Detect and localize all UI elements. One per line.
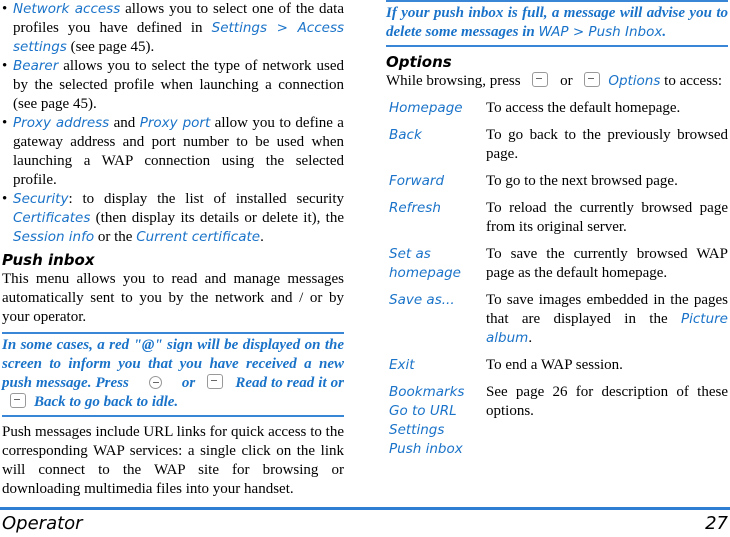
term-certificates: Certificates [13, 210, 91, 226]
term-access-settings: Access settings [13, 20, 345, 55]
text: allows you to select the type of network used by the selected profile when launching a connection (see page 45). [13, 58, 344, 112]
option-term: Homepage [389, 100, 463, 116]
option-desc [486, 291, 728, 356]
push-inbox-heading: Push inbox [2, 251, 95, 269]
term-push-inbox: Push inbox [389, 441, 463, 457]
left-softkey-icon [207, 374, 223, 389]
options-heading: Options [386, 53, 452, 71]
option-row [386, 126, 728, 172]
option-term: Forward [389, 173, 445, 189]
picture-album-term: Picture album [486, 311, 728, 346]
option-term: Save as... [389, 292, 455, 308]
right-softkey-icon [10, 393, 26, 408]
option-desc: To access the default homepage. [486, 100, 681, 116]
option-term-group [386, 383, 486, 467]
full-inbox-note [386, 0, 728, 47]
term-bookmarks: Bookmarks [389, 384, 465, 400]
text: to access: [660, 73, 723, 89]
options-intro [386, 72, 728, 91]
option-row [386, 383, 728, 467]
text: allows you to select one of the data profiles you have defined in [13, 1, 344, 36]
right-column [386, 0, 728, 467]
text: (see page 45). [66, 39, 155, 55]
ok-key-icon [149, 376, 162, 389]
push-links-paragraph: Push messages include URL links for quick access to the corresponding WAP services: a single click on the link will connect to the WAP site for browsing or downloading multimedia files into your handset. [2, 424, 344, 497]
left-softkey-icon [584, 72, 600, 87]
text: While browsing, press [386, 73, 525, 89]
option-term: Back [389, 127, 422, 143]
text: Back to go back to idle. [34, 394, 179, 410]
separator: > [267, 20, 298, 36]
bullet-proxy: • Proxy address and Proxy port allow you to define a gateway address and port number to be used when launching a WAP connection using the selected profile. [2, 115, 344, 188]
text: To save images embedded in the pages that are displayed in the [486, 292, 728, 327]
text: Read to read it or [231, 375, 345, 391]
left-column [2, 0, 344, 499]
term-bearer: Bearer [13, 58, 59, 74]
text: : to display the list of installed security [68, 191, 344, 207]
page-number: 27 [705, 513, 728, 534]
push-inbox-paragraph: This menu allows you to read and manage messages automatically sent to you by the network and / or by your operator. [2, 271, 344, 325]
term-proxy-address: Proxy address [13, 115, 110, 131]
option-desc: To go to the next browsed page. [486, 173, 678, 189]
page-footer [0, 507, 730, 537]
option-term: Set as homepage [389, 246, 461, 281]
term-settings: Settings [211, 20, 268, 36]
term-proxy-port: Proxy port [139, 115, 211, 131]
text: If your push inbox is full, a message will advise you to delete some messages in [386, 5, 728, 40]
option-row [386, 356, 728, 383]
option-desc: See page 26 for description of these options. [486, 384, 728, 419]
term-settings: Settings [389, 422, 445, 438]
options-table [386, 99, 728, 467]
text: . [528, 330, 533, 346]
term-session-info: Session info [13, 229, 95, 245]
text: . [662, 24, 667, 40]
option-row [386, 99, 728, 126]
text: or [556, 73, 577, 89]
text: and [109, 115, 140, 131]
option-row [386, 245, 728, 291]
up-key-icon [532, 72, 548, 87]
option-term: Refresh [389, 200, 441, 216]
option-row [386, 172, 728, 199]
option-row [386, 199, 728, 245]
text: or [177, 375, 200, 391]
term-network-access: Network access [13, 1, 121, 17]
push-note [2, 332, 344, 417]
text: (then display its details or delete it), the [90, 210, 344, 226]
term-go-to-url: Go to URL [389, 403, 457, 419]
term-security: Security [13, 191, 69, 207]
term-current-certificate: Current certificate [136, 229, 261, 245]
text: In some cases, a red "@" sign will be displayed on the screen to inform you that you have received a new push message. Press [2, 337, 344, 391]
wap-push-inbox-path: WAP > Push Inbox [538, 24, 663, 40]
section-name: Operator [2, 513, 83, 534]
text: . [260, 229, 264, 245]
option-desc: To save the currently browsed WAP page as the default homepage. [486, 246, 728, 281]
option-row [386, 291, 728, 356]
bullet-bearer: • Bearer allows you to select the type of network used by the selected profile when launching a connection (see page 45). [2, 58, 344, 112]
text: allow you to define a gateway address and port number to be used when launching a WAP connection using the selected profile. [13, 115, 344, 188]
bullet-network-access: • Network access allows you to select one of the data profiles you have defined in Settings > Access settings (see page 45). [2, 1, 345, 55]
option-desc: To go back to the previously browsed page. [486, 127, 728, 162]
option-desc: To end a WAP session. [486, 357, 623, 373]
bullet-security: • Security: to display the list of installed security Certificates (then display its details or delete it), the Session info or the Current certificate. [2, 191, 344, 245]
option-desc: To reload the currently browsed page from its original server. [486, 200, 728, 235]
text: or the [94, 229, 137, 245]
options-label: Options [608, 73, 661, 89]
option-term: Exit [389, 357, 415, 373]
